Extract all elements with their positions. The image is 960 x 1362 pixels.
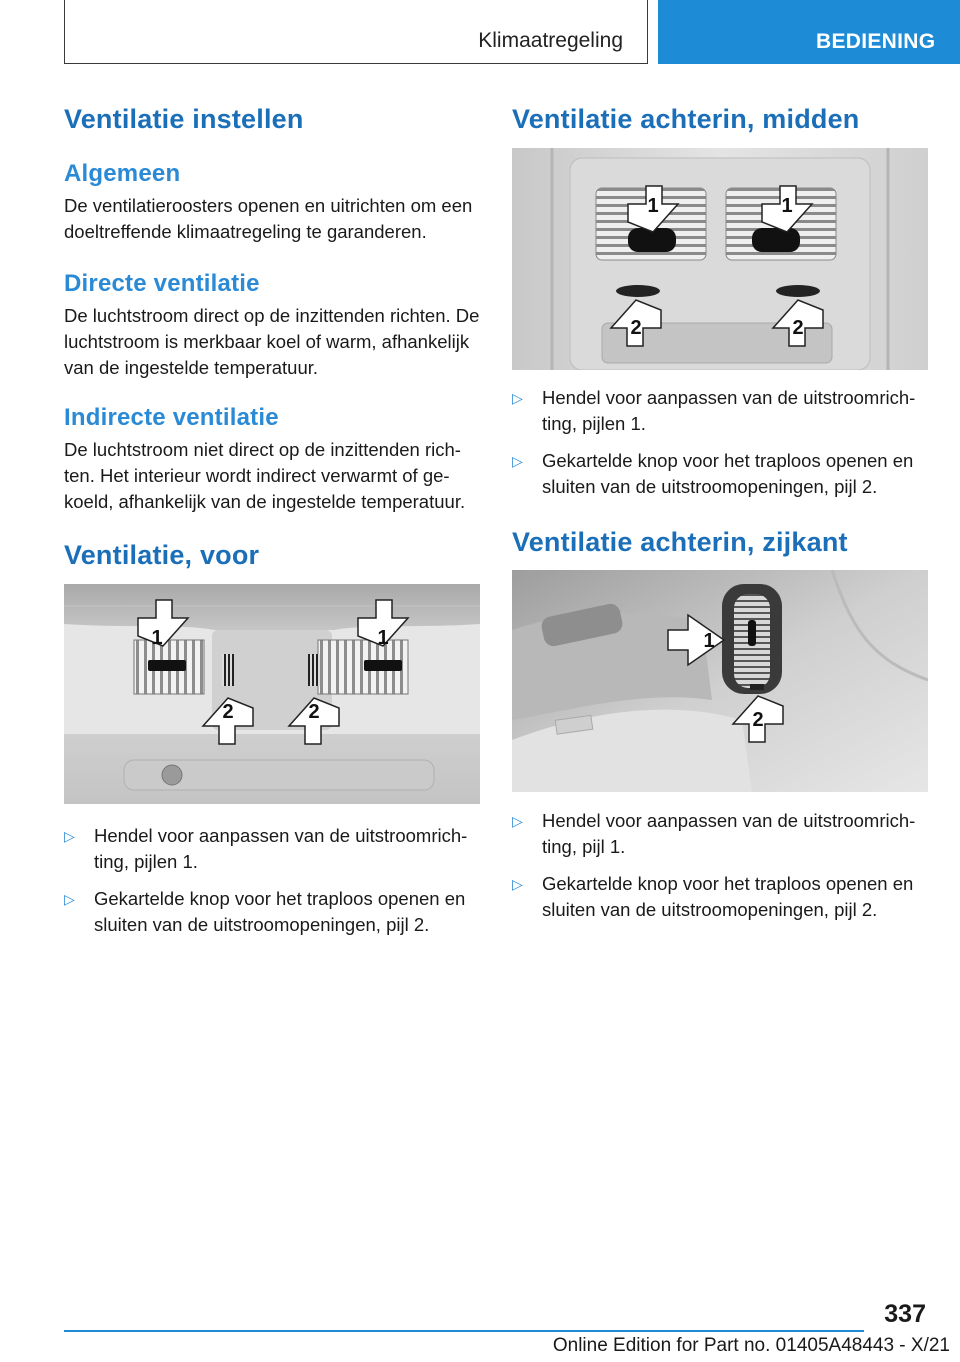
list-item bbox=[512, 808, 932, 860]
bullet-text: Gekartelde knop voor het traploos openen en sluiten van de uitstroomopeningen, pijl 2. bbox=[542, 450, 914, 497]
list-item bbox=[512, 871, 932, 923]
triangle-right-icon: ▷ bbox=[512, 390, 523, 406]
triangle-right-icon: ▷ bbox=[512, 813, 523, 829]
list-item bbox=[64, 823, 484, 875]
rear-side-bullet-list bbox=[512, 808, 932, 934]
heading-indirecte-ventilatie: Indirecte ventilatie bbox=[64, 404, 279, 431]
triangle-right-icon: ▷ bbox=[512, 453, 523, 469]
bullet-text: Hendel voor aanpassen van de uitstroomrichting, pijlen 1. bbox=[94, 825, 468, 872]
front-arrow-label-2b: 2 bbox=[308, 701, 320, 723]
bullet-text: Hendel voor aanpassen van de uitstroomrichting, pijl 1. bbox=[542, 810, 916, 857]
list-item bbox=[512, 385, 932, 437]
triangle-right-icon: ▷ bbox=[64, 891, 75, 907]
section-title-ventilatie-achterin-zijkant: Ventilatie achterin, zijkant bbox=[512, 527, 848, 557]
side-arrow-label-1: 1 bbox=[703, 630, 715, 652]
list-item bbox=[512, 448, 932, 500]
bullet-text: Gekartelde knop voor het traploos openen en sluiten van de uitstroomopeningen, pijl 2. bbox=[542, 873, 914, 920]
header-section-title: Klimaatregeling bbox=[478, 29, 623, 52]
rear-center-bullet-list bbox=[512, 385, 932, 511]
triangle-right-icon: ▷ bbox=[64, 828, 75, 844]
list-item bbox=[64, 886, 484, 938]
front-arrow-label-1b: 1 bbox=[377, 627, 389, 649]
mid-arrow-label-2b: 2 bbox=[792, 317, 804, 339]
front-vents-bullet-list bbox=[64, 823, 484, 949]
text-algemeen: De ventilatieroosters openen en uitrichten om een doeltreffende klimaatregeling te garanderen. bbox=[64, 195, 473, 242]
heading-algemeen: Algemeen bbox=[64, 160, 181, 187]
text-directe-ventilatie: De luchtstroom direct op de inzittenden richten. De luchtstroom is merkbaar koel of warm, afhankelijk van de ingestelde temperatuur. bbox=[64, 305, 480, 378]
triangle-right-icon: ▷ bbox=[512, 876, 523, 892]
mid-arrow-label-1b: 1 bbox=[781, 195, 793, 217]
header-section-box bbox=[64, 0, 648, 64]
page-title-ventilatie-instellen: Ventilatie instellen bbox=[64, 104, 304, 134]
side-arrow-label-2: 2 bbox=[752, 709, 764, 731]
rear-center-vents-photo bbox=[512, 148, 928, 370]
header-chapter-title: BEDIENING bbox=[816, 30, 936, 53]
rear-side-vents-photo bbox=[512, 570, 928, 792]
mid-arrow-label-1a: 1 bbox=[647, 195, 659, 217]
front-arrow-label-1a: 1 bbox=[151, 627, 163, 649]
bullet-text: Gekartelde knop voor het traploos openen en sluiten van de uitstroomopeningen, pijl 2. bbox=[94, 888, 466, 935]
mid-arrow-label-2a: 2 bbox=[630, 317, 642, 339]
section-title-ventilatie-voor: Ventilatie, voor bbox=[64, 540, 260, 570]
footer-edition: Online Edition for Part no. 01405A48443 - X/21 bbox=[552, 1335, 950, 1356]
header-chapter-tab bbox=[658, 0, 960, 64]
front-vents-photo bbox=[64, 584, 480, 804]
front-arrow-label-2a: 2 bbox=[222, 701, 234, 723]
section-title-ventilatie-achterin-midden: Ventilatie achterin, midden bbox=[512, 104, 860, 134]
bullet-text: Hendel voor aanpassen van de uitstroomrichting, pijlen 1. bbox=[542, 387, 916, 434]
text-indirecte-ventilatie: De luchtstroom niet direct op de inzittenden richten. Het interieur wordt indirect verwarmt of gekoeld, afhankelijk van de ingestelde temperatuur. bbox=[64, 439, 466, 512]
footer-divider bbox=[64, 1330, 864, 1332]
heading-directe-ventilatie: Directe ventilatie bbox=[64, 270, 260, 297]
page-number: 337 bbox=[884, 1300, 926, 1328]
